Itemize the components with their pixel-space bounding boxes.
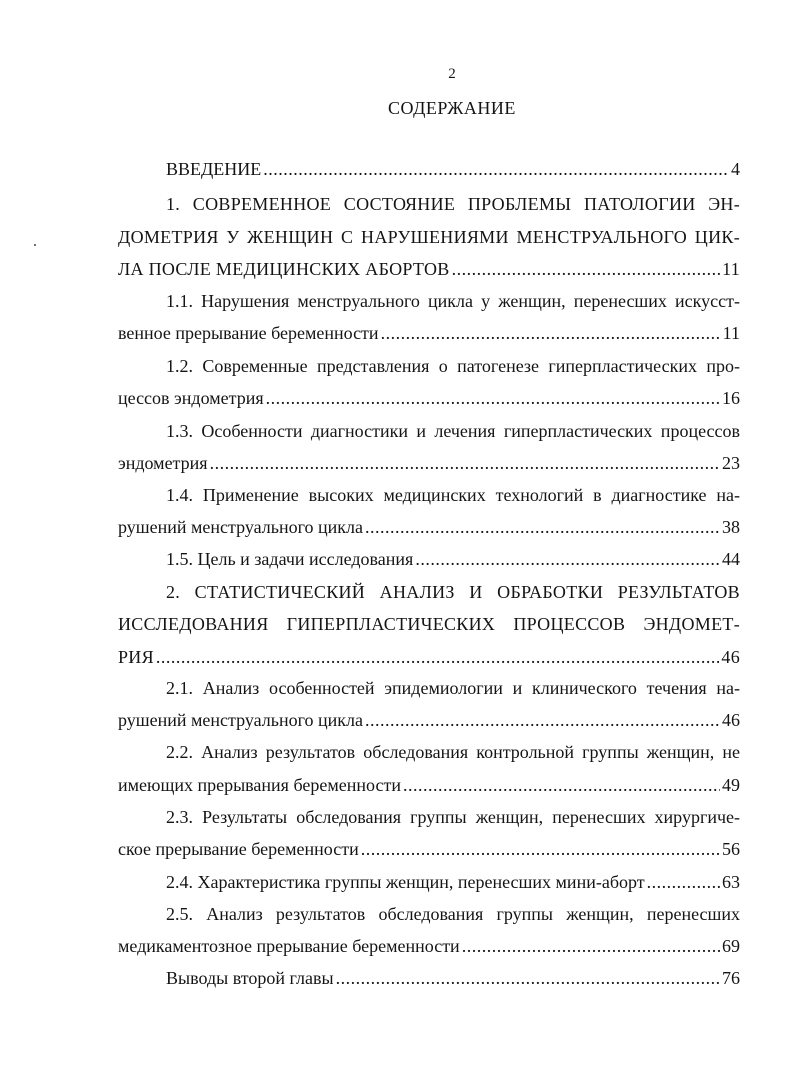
- page-title: СОДЕРЖАНИЕ: [388, 98, 516, 118]
- toc-section-1-1-line-1[interactable]: 1.1. Нарушения менструального цикла у женщин, перенесших искусст-: [166, 291, 740, 311]
- page-number: 2: [448, 66, 456, 82]
- toc-page-number: 46: [721, 647, 740, 667]
- toc-chapter-2-line-1[interactable]: 2. СТАТИСТИЧЕСКИЙ АНАЛИЗ И ОБРАБОТКИ РЕЗУЛЬТАТОВ: [166, 582, 740, 602]
- toc-page-number: 76: [722, 968, 740, 988]
- toc-entry-text: 1.5. Цель и задачи исследования: [166, 549, 414, 569]
- toc-page-number: 38: [722, 517, 740, 537]
- toc-page-number: 56: [722, 839, 740, 859]
- toc-section-2-1-line-2[interactable]: [118, 709, 740, 733]
- toc-leader-dots: [361, 838, 720, 860]
- toc-chapter-1-line-1[interactable]: 1. СОВРЕМЕННОЕ СОСТОЯНИЕ ПРОБЛЕМЫ ПАТОЛОГИИ ЭН-: [166, 194, 740, 214]
- toc-entry-text: ВВЕДЕНИЕ: [166, 159, 262, 179]
- toc-chapter-2-line-2[interactable]: ИССЛЕДОВАНИЯ ГИПЕРПЛАСТИЧЕСКИХ ПРОЦЕССОВ ЭНДОМЕТ-: [118, 614, 740, 634]
- toc-section-1-2-line-2[interactable]: [118, 387, 740, 411]
- toc-entry-text: рушений менструального цикла: [118, 517, 364, 537]
- toc-section-2-2-line-2[interactable]: [118, 774, 740, 798]
- toc-leader-dots: [336, 967, 720, 989]
- toc-section-1-1-line-2[interactable]: [118, 322, 740, 346]
- toc-section-1-2-line-1[interactable]: 1.2. Современные представления о патогенезе гиперпластических про-: [166, 356, 740, 376]
- toc-section-2-3-line-1[interactable]: 2.3. Результаты обследования группы женщин, перенесших хирургиче-: [166, 807, 740, 827]
- toc-page-number: 46: [722, 710, 740, 730]
- toc-section-1-4-line-1[interactable]: 1.4. Применение высоких медицинских технологий в диагностике на-: [166, 485, 740, 505]
- toc-chapter-1-line-3[interactable]: [118, 258, 740, 282]
- toc-conclusions-chapter-2[interactable]: [118, 967, 740, 991]
- toc-entry-text: эндометрия: [118, 453, 208, 473]
- toc-leader-dots: [647, 871, 720, 893]
- toc-leader-dots: [263, 158, 729, 180]
- toc-entry-text: рушений менструального цикла: [118, 710, 364, 730]
- toc-leader-dots: [210, 452, 720, 474]
- stray-mark: [34, 244, 36, 246]
- toc-leader-dots: [403, 774, 720, 796]
- toc-page-number: 11: [722, 259, 740, 279]
- toc-section-1-3-line-2[interactable]: [118, 452, 740, 476]
- toc-leader-dots: [156, 646, 719, 668]
- toc-section-1-5[interactable]: [118, 548, 740, 572]
- toc-entry-text: ЛА ПОСЛЕ МЕДИЦИНСКИХ АБОРТОВ: [118, 259, 450, 279]
- toc-section-2-2-line-1[interactable]: 2.2. Анализ результатов обследования контрольной группы женщин, не: [166, 742, 740, 762]
- toc-page-number: 69: [722, 936, 740, 956]
- toc-entry-intro[interactable]: [118, 158, 740, 182]
- toc-section-2-4[interactable]: [118, 871, 740, 895]
- toc-leader-dots: [266, 387, 720, 409]
- toc-page-number: 11: [722, 323, 740, 343]
- toc-section-1-3-line-1[interactable]: 1.3. Особенности диагностики и лечения гиперпластических процессов: [166, 421, 740, 441]
- toc-entry-text: 2.4. Характеристика группы женщин, перенесших мини-аборт: [166, 872, 645, 892]
- toc-entry-text: РИЯ: [118, 647, 154, 667]
- toc-leader-dots: [365, 516, 720, 538]
- toc-section-2-5-line-2[interactable]: [118, 935, 740, 959]
- toc-entry-text: Выводы второй главы: [166, 968, 334, 988]
- toc-page-number: 4: [731, 159, 740, 179]
- toc-leader-dots: [365, 709, 720, 731]
- toc-page-number: 49: [722, 775, 740, 795]
- toc-page-number: 23: [722, 453, 740, 473]
- toc-page-number: 44: [722, 549, 740, 569]
- toc-leader-dots: [462, 935, 720, 957]
- toc-entry-text: цессов эндометрия: [118, 388, 264, 408]
- toc-page-number: 63: [722, 872, 740, 892]
- toc-leader-dots: [452, 258, 720, 280]
- toc-entry-text: венное прерывание беременности: [118, 323, 379, 343]
- toc-section-2-5-line-1[interactable]: 2.5. Анализ результатов обследования группы женщин, перенесших: [166, 904, 740, 924]
- toc-chapter-1-line-2[interactable]: ДОМЕТРИЯ У ЖЕНЩИН С НАРУШЕНИЯМИ МЕНСТРУАЛЬНОГО ЦИК-: [118, 227, 740, 247]
- toc-section-2-3-line-2[interactable]: [118, 838, 740, 862]
- toc-leader-dots: [415, 548, 720, 570]
- toc-section-1-4-line-2[interactable]: [118, 516, 740, 540]
- toc-section-2-1-line-1[interactable]: 2.1. Анализ особенностей эпидемиологии и клинического течения на-: [166, 678, 740, 698]
- toc-entry-text: медикаментозное прерывание беременности: [118, 936, 460, 956]
- toc-leader-dots: [381, 322, 721, 344]
- toc-entry-text: ское прерывание беременности: [118, 839, 359, 859]
- toc-page-number: 16: [722, 388, 740, 408]
- toc-chapter-2-line-3[interactable]: [118, 646, 740, 670]
- toc-entry-text: имеющих прерывания беременности: [118, 775, 401, 795]
